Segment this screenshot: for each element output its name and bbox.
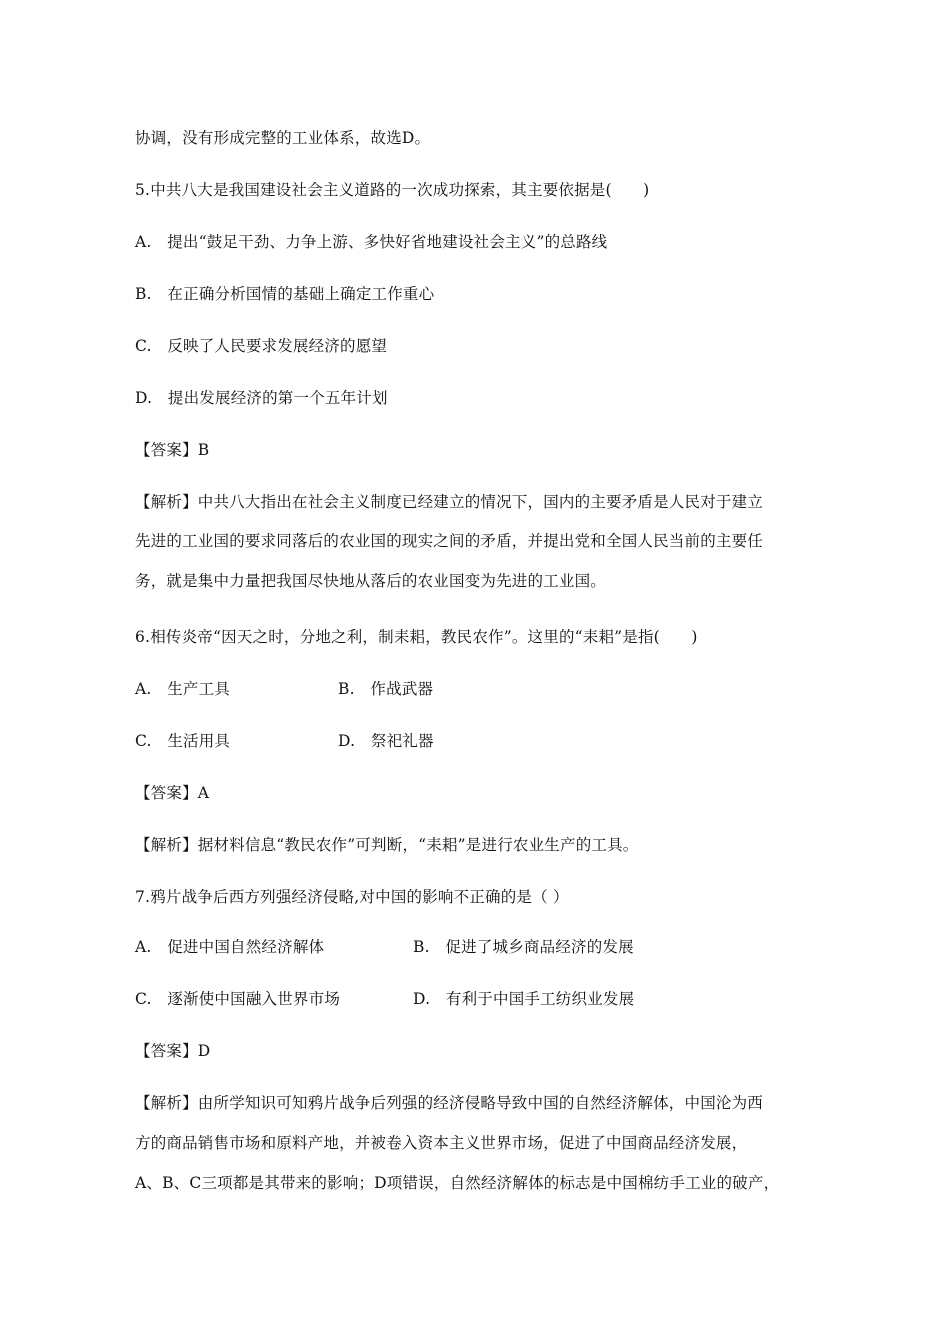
question-5-option-c: C. 反映了人民要求发展经济的愿望 bbox=[135, 337, 388, 355]
question-5-stem: 5.中共八大是我国建设社会主义道路的一次成功探索，其主要依据是( ) bbox=[135, 181, 650, 199]
question-7-option-d: D. 有利于中国手工纺织业发展 bbox=[413, 990, 635, 1008]
question-6-option-d: D. 祭祀礼器 bbox=[338, 732, 434, 750]
question-7-option-c: C. 逐渐使中国融入世界市场 bbox=[135, 990, 341, 1008]
text-line: 协调，没有形成完整的工业体系，故选D。 bbox=[135, 129, 431, 147]
question-5-analysis-line-1: 【解析】中共八大指出在社会主义制度已经建立的情况下，国内的主要矛盾是人民对于建立 bbox=[135, 493, 764, 511]
question-7-option-a: A. 促进中国自然经济解体 bbox=[135, 938, 325, 956]
question-6-analysis: 【解析】据材料信息“教民农作”可判断，“耒耜”是进行农业生产的工具。 bbox=[135, 836, 639, 854]
question-5-option-d: D. 提出发展经济的第一个五年计划 bbox=[135, 389, 388, 407]
question-7-analysis-line-2: 方的商品销售市场和原料产地，并被卷入资本主义世界市场，促进了中国商品经济发展， bbox=[135, 1134, 748, 1152]
question-5-option-b: B. 在正确分析国情的基础上确定工作重心 bbox=[135, 285, 435, 303]
question-7-stem: 7.鸦片战争后西方列强经济侵略,对中国的影响不正确的是（ ） bbox=[135, 888, 569, 906]
question-6-stem: 6.相传炎帝“因天之时，分地之利，制耒耜，教民农作”。这里的“耒耜”是指( ) bbox=[135, 628, 698, 646]
question-7-analysis-line-3: A、B、C三项都是其带来的影响；D项错误，自然经济解体的标志是中国棉纺手工业的破产， bbox=[135, 1174, 780, 1192]
question-6-option-c: C. 生活用具 bbox=[135, 732, 231, 750]
question-7-option-b: B. 促进了城乡商品经济的发展 bbox=[413, 938, 634, 956]
question-7-analysis-line-1: 【解析】由所学知识可知鸦片战争后列强的经济侵略导致中国的自然经济解体，中国沦为西 bbox=[135, 1094, 764, 1112]
question-6-option-a: A. 生产工具 bbox=[135, 680, 231, 698]
question-5-analysis-line-3: 务，就是集中力量把我国尽快地从落后的农业国变为先进的工业国。 bbox=[135, 572, 607, 590]
question-5-option-a: A. 提出“鼓足干劲、力争上游、多快好省地建设社会主义”的总路线 bbox=[135, 233, 608, 251]
question-6-option-b: B. 作战武器 bbox=[338, 680, 434, 698]
question-6-answer: 【答案】A bbox=[135, 784, 210, 802]
question-5-answer: 【答案】B bbox=[135, 441, 210, 459]
question-5-analysis-line-2: 先进的工业国的要求同落后的农业国的现实之间的矛盾，并提出党和全国人民当前的主要任 bbox=[135, 532, 764, 550]
question-7-answer: 【答案】D bbox=[135, 1042, 211, 1060]
